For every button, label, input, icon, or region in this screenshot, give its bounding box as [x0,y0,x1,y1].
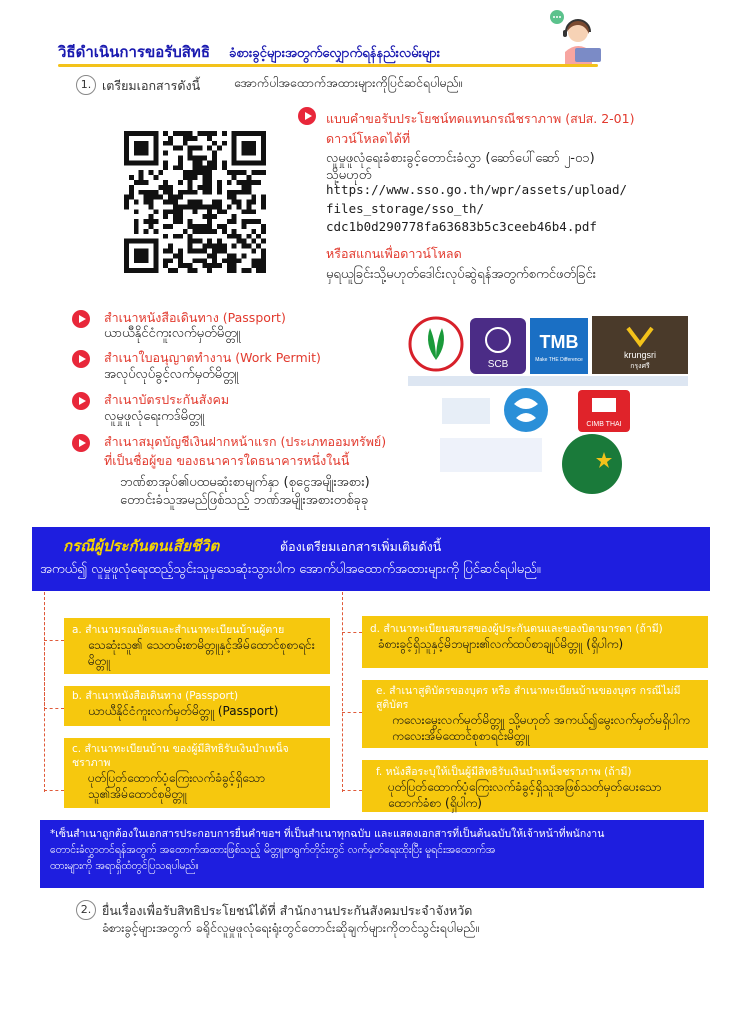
banner-subtitle-th: ต้องเตรียมเอกสารเพิ่มเติมดังนี้ [280,539,442,554]
form-scan-my: မှရယူခြင်းသို့မဟုတ်ဒေါင်းလုပ်ဆွဲရန်အတွက်စကင်ဖတ်ခြင်း [326,267,596,282]
page-title-th: วิธีดำเนินการขอรับสิทธิ [58,43,210,61]
doc-box-f-my: ပုတ်ပြတ်ထောက်ပံ့ကြေးလက်ခံခွင့်ရှိသူအဖြစ်သတ်မှတ်ပေးသောထောက်ခံစာ (ရှိပါက) [388,780,662,810]
krungsri-label: krungsri [623,350,657,360]
tree-line-left-full [44,592,46,792]
arrow-bullet-icon [72,350,90,368]
scb-label: SCB [487,359,509,370]
page-title [58,40,618,64]
tree-line-right [342,592,344,792]
doc-box-b-my: ယာယီနိုင်ငံကူးလက်မှတ်မိတ္တူ (Passport) [88,704,279,718]
doc-workpermit-th: สำเนาใบอนุญาตทำงาน (Work Permit) [104,350,321,365]
doc-sso-card-th: สำเนาบัตรประกันสังคม [104,392,230,407]
page-title-my: ခံစားခွင့်များအတွက်လျှောက်ရန်နည်းလမ်းများ [229,46,441,61]
doc-box-c-my: ပုတ်ပြတ်ထောက်ပံ့ကြေးလက်ခံခွင့်ရှိသောသူ၏အိမ်ထောင်စုမိတ္တူ [88,771,265,801]
doc-bankbook-my2: တောင်းခံသူအမည်ဖြစ်သည့် ဘဏ်အမျိုးအစားတစ်ခုခု [120,493,369,508]
banner-title-th: กรณีผู้ประกันตนเสียชีวิต [63,537,220,555]
krungsri-th-label: กรุงศรี [630,363,650,370]
certification-note [40,820,704,888]
kbank-logo [410,318,462,370]
doc-passport-th: สำเนาหนังสือเดินทาง (Passport) [104,310,286,325]
doc-box-e-my: ကလေးမွေးလက်မှတ်မိတ္တူ သို့မဟုတ် အကယ်၍မွေးလက်မှတ်မရှိပါက ကလေးအိမ်ထောင်စုစာရင်းမိတ္တူ [392,713,690,743]
arrow-bullet-icon [298,107,316,125]
arrow-bullet-icon [72,392,90,410]
ktb-logo [504,388,548,432]
doc-box-c-th: c. สำเนาทะเบียนบ้าน ของผู้มีสิทธิรับเงินบำเหน็จชราภาพ [72,743,289,769]
step-2-label-my: ခံစားခွင့်များအတွက် ခရိုင်လူမှုဖူလုံရေးရုံးတွင်တောင်းဆိုချက်များကိုတင်သွင်းရပါမည်။ [102,920,480,935]
note-line-my-1: တောင်းခံလွှာတင်ရန်အတွက် အထောက်အထားဖြစ်သည့် မိတ္တူစာရွက်တိုင်းတွင် လက်မှတ်ရေးထိုးပြီး မူရင်းအထောက်အ [50,844,496,856]
form-desc-my-2: သို့မဟုတ် [326,168,372,183]
doc-box-f-th: f. หนังสือระบุให้เป็นผู้มีสิทธิรับเงินบำเหน็จชราภาพ (ถ้ามี) [376,766,632,778]
doc-box-d [362,616,708,668]
scb-logo [470,318,526,374]
bank-logos [406,314,692,502]
doc-box-f [362,760,708,812]
step-2-label-th: ยื่นเรื่องเพื่อรับสิทธิประโยชน์ได้ที่ สำนักงานประกันสังคมประจำจังหวัด [102,903,473,918]
doc-box-b [64,686,330,726]
islamic-bank-logo [562,434,622,494]
doc-box-b-th: b. สำเนาหนังสือเดินทาง (Passport) [72,690,239,702]
tree-branch [44,790,64,792]
arrow-bullet-icon [72,310,90,328]
title-underline [58,64,598,67]
qr-code [124,128,266,276]
doc-bankbook-th: สำเนาสมุดบัญชีเงินฝากหน้าแรก (ประเภทออมทรัพย์) [104,434,387,449]
support-agent-icon [548,8,604,64]
doc-sso-card-my: လူမှုဖူလုံရေးကဒ်မိတ္တူ [104,409,205,424]
form-scan-label: หรือสแกนเพื่อดาวน์โหลด [326,246,462,261]
form-download-label: ดาวน์โหลดได้ที่ [326,131,411,146]
doc-workpermit-my: အလုပ်လုပ်ခွင့်လက်မှတ်မိတ္တူ [104,367,239,382]
form-url-3[interactable]: cdc1b0d290778fa63683b5c3ceeb46b4.pdf [326,219,597,234]
doc-box-c [64,738,330,808]
form-desc-my-1: လူမှုဖူလုံရေးခံစားခွင့်တောင်းခံလွှာ (ဆော်ပေါ်ဆော် ၂-၀၁) [326,151,595,166]
tree-branch [44,708,64,710]
tmb-logo [530,318,588,374]
doc-passport-my: ယာယီနိုင်ငံကူးလက်မှတ်မိတ္တူ [104,326,241,341]
doc-box-d-th: d. สำเนาทะเบียนสมรสของผู้ประกันตนและของบิดามารดา (ถ้ามี) [370,623,663,635]
form-title: แบบคำขอรับประโยชน์ทดแทนกรณีชราภาพ (สปส. 2-01) [326,111,635,126]
form-url-1[interactable]: https://www.sso.go.th/wpr/assets/upload/ [326,182,628,197]
tmb-label: TMB [539,332,579,352]
note-line-my-2: ထားများကို အရာရှိထံတွင်ပြသရပါမည်။ [50,860,199,872]
step-2-number: 2. [76,900,96,920]
tmb-sub-label: Make THE Difference [535,357,583,363]
step-1-label-th: เตรียมเอกสารดังนี้ [102,78,201,93]
doc-box-a-th: a. สำเนามรณบัตรและสำเนาทะเบียนบ้านผู้ตาย [72,624,285,636]
cimb-logo [578,390,630,432]
doc-bankbook-my: ဘဏ်စာအုပ်၏ပထမဆုံးစာမျက်နှာ (စုငွေအမျိုးအစား) [120,475,370,490]
doc-box-d-my: ခံစားခွင့်ရှိသူနှင့်မိဘများ၏လက်ထပ်စာချုပ်မိတ္တူ (ရှိပါက) [378,637,624,651]
arrow-bullet-icon [72,434,90,452]
step-1-label-my: အောက်ပါအထောက်အထားများကိုပြင်ဆင်ရပါမည်။ [234,75,463,90]
banner-line-my: အကယ်၍ လူမှုဖူလုံရေးထည့်သွင်းသူမှသေဆုံးသွားပါက အောက်ပါအထောက်အထားများကို ပြင်ဆင်ရပါမည်။ [40,562,541,577]
krungsri-logo [592,316,688,374]
doc-box-e [362,680,708,748]
tree-branch [342,790,362,792]
doc-box-a [64,618,330,674]
step-1-number: 1. [76,75,96,95]
cimb-label: CIMB THAI [586,421,622,428]
doc-box-e-th: e. สำเนาสูติบัตรของบุตร หรือ สำเนาทะเบียนบ้านของบุตร กรณีไม่มีสูติบัตร [376,685,681,711]
tree-branch [342,632,362,634]
form-url-2[interactable]: files_storage/sso_th/ [326,201,485,216]
doc-box-a-my: သေဆုံးသူ၏ သေတမ်းစာမိတ္တူနှင့်အိမ်ထောင်စုစာရင်းမိတ္တူ [88,638,315,668]
tree-branch [342,712,362,714]
tree-branch [44,640,64,642]
note-line-th: *เซ็นสำเนาถูกต้องในเอกสารประกอบการยื่นคำขอฯ ที่เป็นสำเนาทุกฉบับ และแสดงเอกสารที่เป็นต้นฉบับให้เจ้าหน้าที่พนักงาน [50,828,605,840]
doc-bankbook-th2: ที่เป็นชื่อผู้ขอ ของธนาคารใดธนาคารหนึ่งในนี้ [104,453,350,468]
